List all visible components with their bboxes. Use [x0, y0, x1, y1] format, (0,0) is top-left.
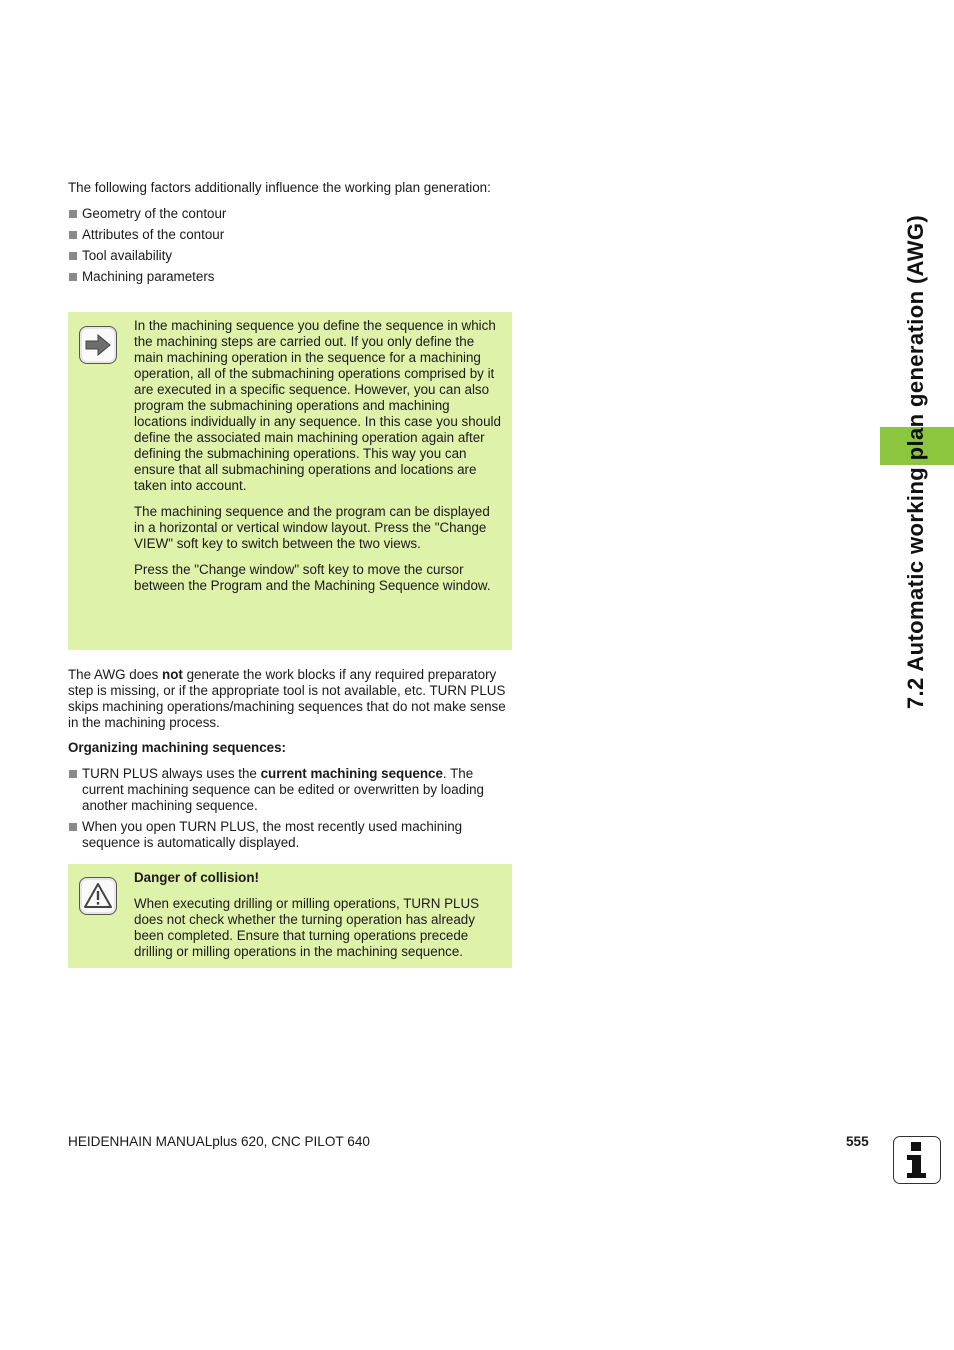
- note-paragraph: Press the "Change window" soft key to move the cursor between the Program and the Machining Sequence window.: [134, 562, 491, 593]
- list-item: Attributes of the contour: [68, 227, 512, 243]
- warning-paragraph: When executing drilling or milling operations, TURN PLUS does not check whether the turning operation has already been completed. Ensure that turning operations precede drilling or milling operations in the machining sequence.: [134, 896, 480, 959]
- list-item: Machining parameters: [68, 269, 512, 285]
- bullet-square-icon: [69, 252, 77, 260]
- note-box: [68, 312, 512, 650]
- list-item: Geometry of the contour: [68, 206, 512, 222]
- chapter-title-text: 7.2 Automatic working plan generation (AWG): [903, 214, 928, 710]
- warning-triangle-icon: [79, 877, 117, 915]
- list-item: Tool availability: [68, 248, 512, 264]
- intro-paragraph: The following factors additionally influence the working plan generation:: [68, 180, 491, 195]
- page-number: 555: [846, 1134, 869, 1149]
- list-item: When you open TURN PLUS, the most recently used machining sequence is automatically displayed.: [68, 819, 512, 851]
- bullet-square-icon: [69, 273, 77, 281]
- warning-text: [134, 870, 502, 960]
- note-paragraph: In the machining sequence you define the sequence in which the machining steps are carried out. If you only define the main machining operation in the sequence for a machining operation, all of the submachining operations comprised by it are executed in a specific sequence. However, you can also program the submachining operations and machining locations individually in any sequence. In this case you should define the associated main machining operation again after defining the submachining operations. This way you can ensure that all submachining operations and locations are taken into account.: [134, 318, 501, 493]
- bullet-square-icon: [69, 770, 77, 778]
- factor-list: [68, 206, 512, 285]
- bullet-square-icon: [69, 823, 77, 831]
- bullet-square-icon: [69, 210, 77, 218]
- list-item: TURN PLUS always uses the current machining sequence. The current machining sequence can be edited or overwritten by loading another machining sequence.: [68, 766, 512, 814]
- awg-paragraph: The AWG does not generate the work blocks if any required preparatory step is missing, or if the appropriate tool is not available, etc. TURN PLUS skips machining operations/machining sequences that do not make sense in the machining process.: [68, 667, 506, 730]
- section-heading: Organizing machining sequences:: [68, 740, 287, 755]
- footer-product: HEIDENHAIN MANUALplus 620, CNC PILOT 640: [68, 1134, 370, 1149]
- note-paragraph: The machining sequence and the program can be displayed in a horizontal or vertical window layout. Press the "Change VIEW" soft key to switch between the two views.: [134, 504, 490, 551]
- awg-section: [68, 667, 512, 851]
- arrow-right-icon: [79, 326, 117, 364]
- bullet-square-icon: [69, 231, 77, 239]
- note-text: [134, 318, 502, 594]
- warning-box: [68, 864, 512, 968]
- info-icon[interactable]: [893, 1136, 941, 1184]
- intro-section: [68, 180, 512, 285]
- warning-title: Danger of collision!: [134, 870, 259, 885]
- organizing-list: [68, 766, 512, 851]
